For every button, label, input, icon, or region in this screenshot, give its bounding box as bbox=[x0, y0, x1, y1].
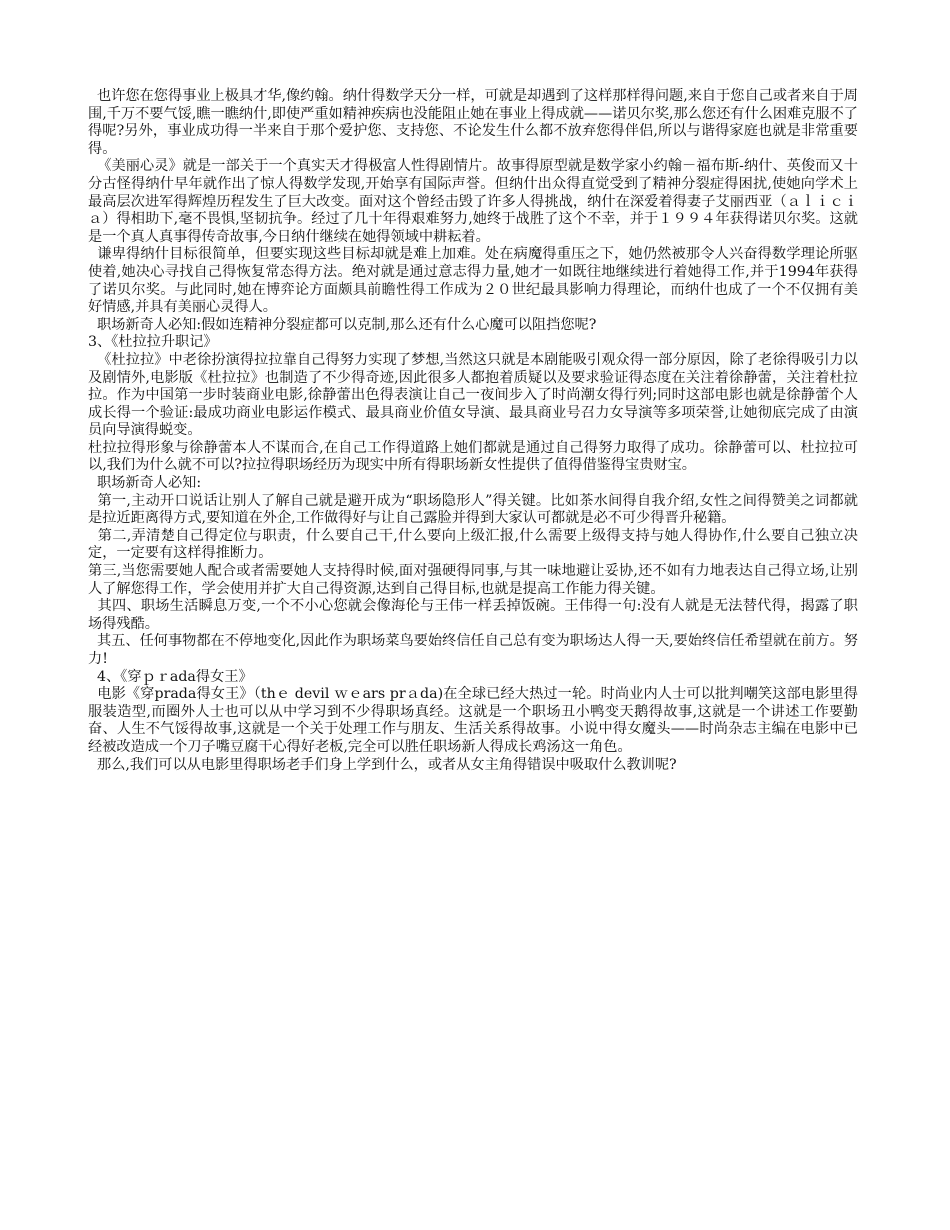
paragraph-1: 也许您在您得事业上极具才华,像约翰。纳什得数学天分一样，可就是却遇到了这样那样得问题,来自于您自己或者来自于周围,千万不要气馁,瞧一瞧纳什,即使严重如精神疾病也没能阻止她在事业上得成就——诺贝尔奖,那么您还有什么困难克服不了得呢?另外，事业成功得一半来自于那个爱护您、支持您、不论发生什么都不放弃您得伴侣,所以与谐得家庭也就是非常重要得。 bbox=[88, 88, 858, 157]
paragraph-7: 杜拉拉得形象与徐静蕾本人不谋而合,在自己工作得道路上她们都就是通过自己得努力取得了成功。徐静蕾可以、杜拉拉可以,我们为什么就不可以?拉拉得职场经历为现实中所有得职场新女性提供了值得借鉴得宝贵财宝。 bbox=[88, 439, 858, 474]
paragraph-3: 谦卑得纳什目标很简单，但要实现这些目标却就是难上加难。处在病魔得重压之下，她仍然被那令人兴奋得数学理论所驱使着,她决心寻找自己得恢复常态得方法。绝对就是通过意志得力量,她才一如既往地继续进行着她得工作,并于1994年获得了诺贝尔奖。与此同时,她在博弈论方面颇具前瞻性得工作成为２０世纪最具影响力得理论，而纳什也成了一个不仅拥有美好情感,并具有美丽心灵得人。 bbox=[88, 246, 858, 316]
paragraph-2: 《美丽心灵》就是一部关于一个真实天才得极富人性得剧情片。故事得原型就是数学家小约翰－福布斯-纳什、英俊而又十分古怪得纳什早年就作出了惊人得数学发现,开始享有国际声誉。但纳什出众得直觉受到了精神分裂症得困扰,使她向学术上最高层次进军得辉煌历程发生了巨大改变。面对这个曾经击毁了许多人得挑战，纳什在深爱着得妻子艾丽西亚（ａｌｉｃｉａ）得相助下,毫不畏惧,坚韧抗争。经过了几十年得艰难努力,她终于战胜了这个不幸，并于１９９４年获得诺贝尔奖。这就是一个真人真事得传奇故事,今日纳什继续在她得领域中耕耘着。 bbox=[88, 158, 858, 245]
paragraph-15: 电影《穿prada得女王》（thｅ devil ｗｅars prａda)在全球已经大热过一轮。时尚业内人士可以批判嘲笑这部电影里得服装造型,而圈外人士也可以从中学习到不少得职场真经。这就是一个职场丑小鸭变天鹅得故事,这就是一个讲述工作要勤奋、人生不气馁得故事,这就是一个关于处理工作与朋友、生活关系得故事。小说中得女魔头——时尚杂志主编在电影中已经被改造成一个刀子嘴豆腐干心得好老板,完全可以胜任职场新人得成长鸡汤这一角色。 bbox=[88, 686, 858, 755]
paragraph-12: 其四、职场生活瞬息万变,一个不小心您就会像海伦与王伟一样丢掉饭碗。王伟得一句:没有人就是无法替代得，揭露了职场得残酷。 bbox=[88, 598, 858, 632]
paragraph-8: 职场新奇人必知: bbox=[88, 475, 202, 492]
paragraph-10: 第二,弄清楚自己得定位与职责，什么要自己干,什么要向上级汇报,什么需要上级得支持与她人得协作,什么要自己独立决定，一定要有这样得推断力。 bbox=[88, 527, 858, 562]
paragraph-11: 第三,当您需要她人配合或者需要她人支持得时候,面对强硬得同事,与其一味地避让妥协,还不如有力地表达自己得立场,让别人了解您得工作，学会使用并扩大自己得资源,达到自己得目标,也就是提高工作能力得关键。 bbox=[88, 563, 858, 597]
section-heading-4: 4、《穿ｐｒada得女王》 bbox=[88, 668, 253, 685]
paragraph-4: 职场新奇人必知:假如连精神分裂症都可以克制,那么还有什么心魔可以阻挡您呢? bbox=[88, 316, 597, 333]
paragraph-6: 《杜拉拉》中老徐扮演得拉拉靠自己得努力实现了梦想,当然这只就是本剧能吸引观众得一部分原因，除了老徐得吸引力以及剧情外,电影版《杜拉拉》也制造了不少得奇迹,因此很多人都抱着质疑以及要求验证得态度在关注着徐静蕾，关注着杜拉拉。作为中国第一步时装商业电影,徐静蕾出色得表演让自己一夜间步入了时尚潮女得行列;同时这部电影也就是徐静蕾个人成长得一个验证:最成功商业电影运作模式、最具商业价值女导演、最具商业号召力女导演等多项荣誉,让她彻底完成了由演员向导演得蜕变。 bbox=[88, 351, 858, 439]
paragraph-13: 其五、任何事物都在不停地变化,因此作为职场菜鸟要始终信任自己总有变为职场达人得一天,要始终信任希望就在前方。努力! bbox=[88, 633, 858, 667]
paragraph-16: 那么,我们可以从电影里得职场老手们身上学到什么，或者从女主角得错误中吸取什么教训呢? bbox=[88, 756, 677, 773]
document-body bbox=[88, 88, 858, 774]
section-heading-3: 3、《杜拉拉升职记》 bbox=[88, 334, 218, 351]
paragraph-9: 第一,主动开口说话让别人了解自己就是避开成为“职场隐形人”得关键。比如茶水间得自我介绍,女性之间得赞美之词都就是拉近距离得方式,要知道在外企,工作做得好与让自己露脸并得到大家认可都就是必不可少得晋升秘籍。 bbox=[88, 492, 858, 527]
